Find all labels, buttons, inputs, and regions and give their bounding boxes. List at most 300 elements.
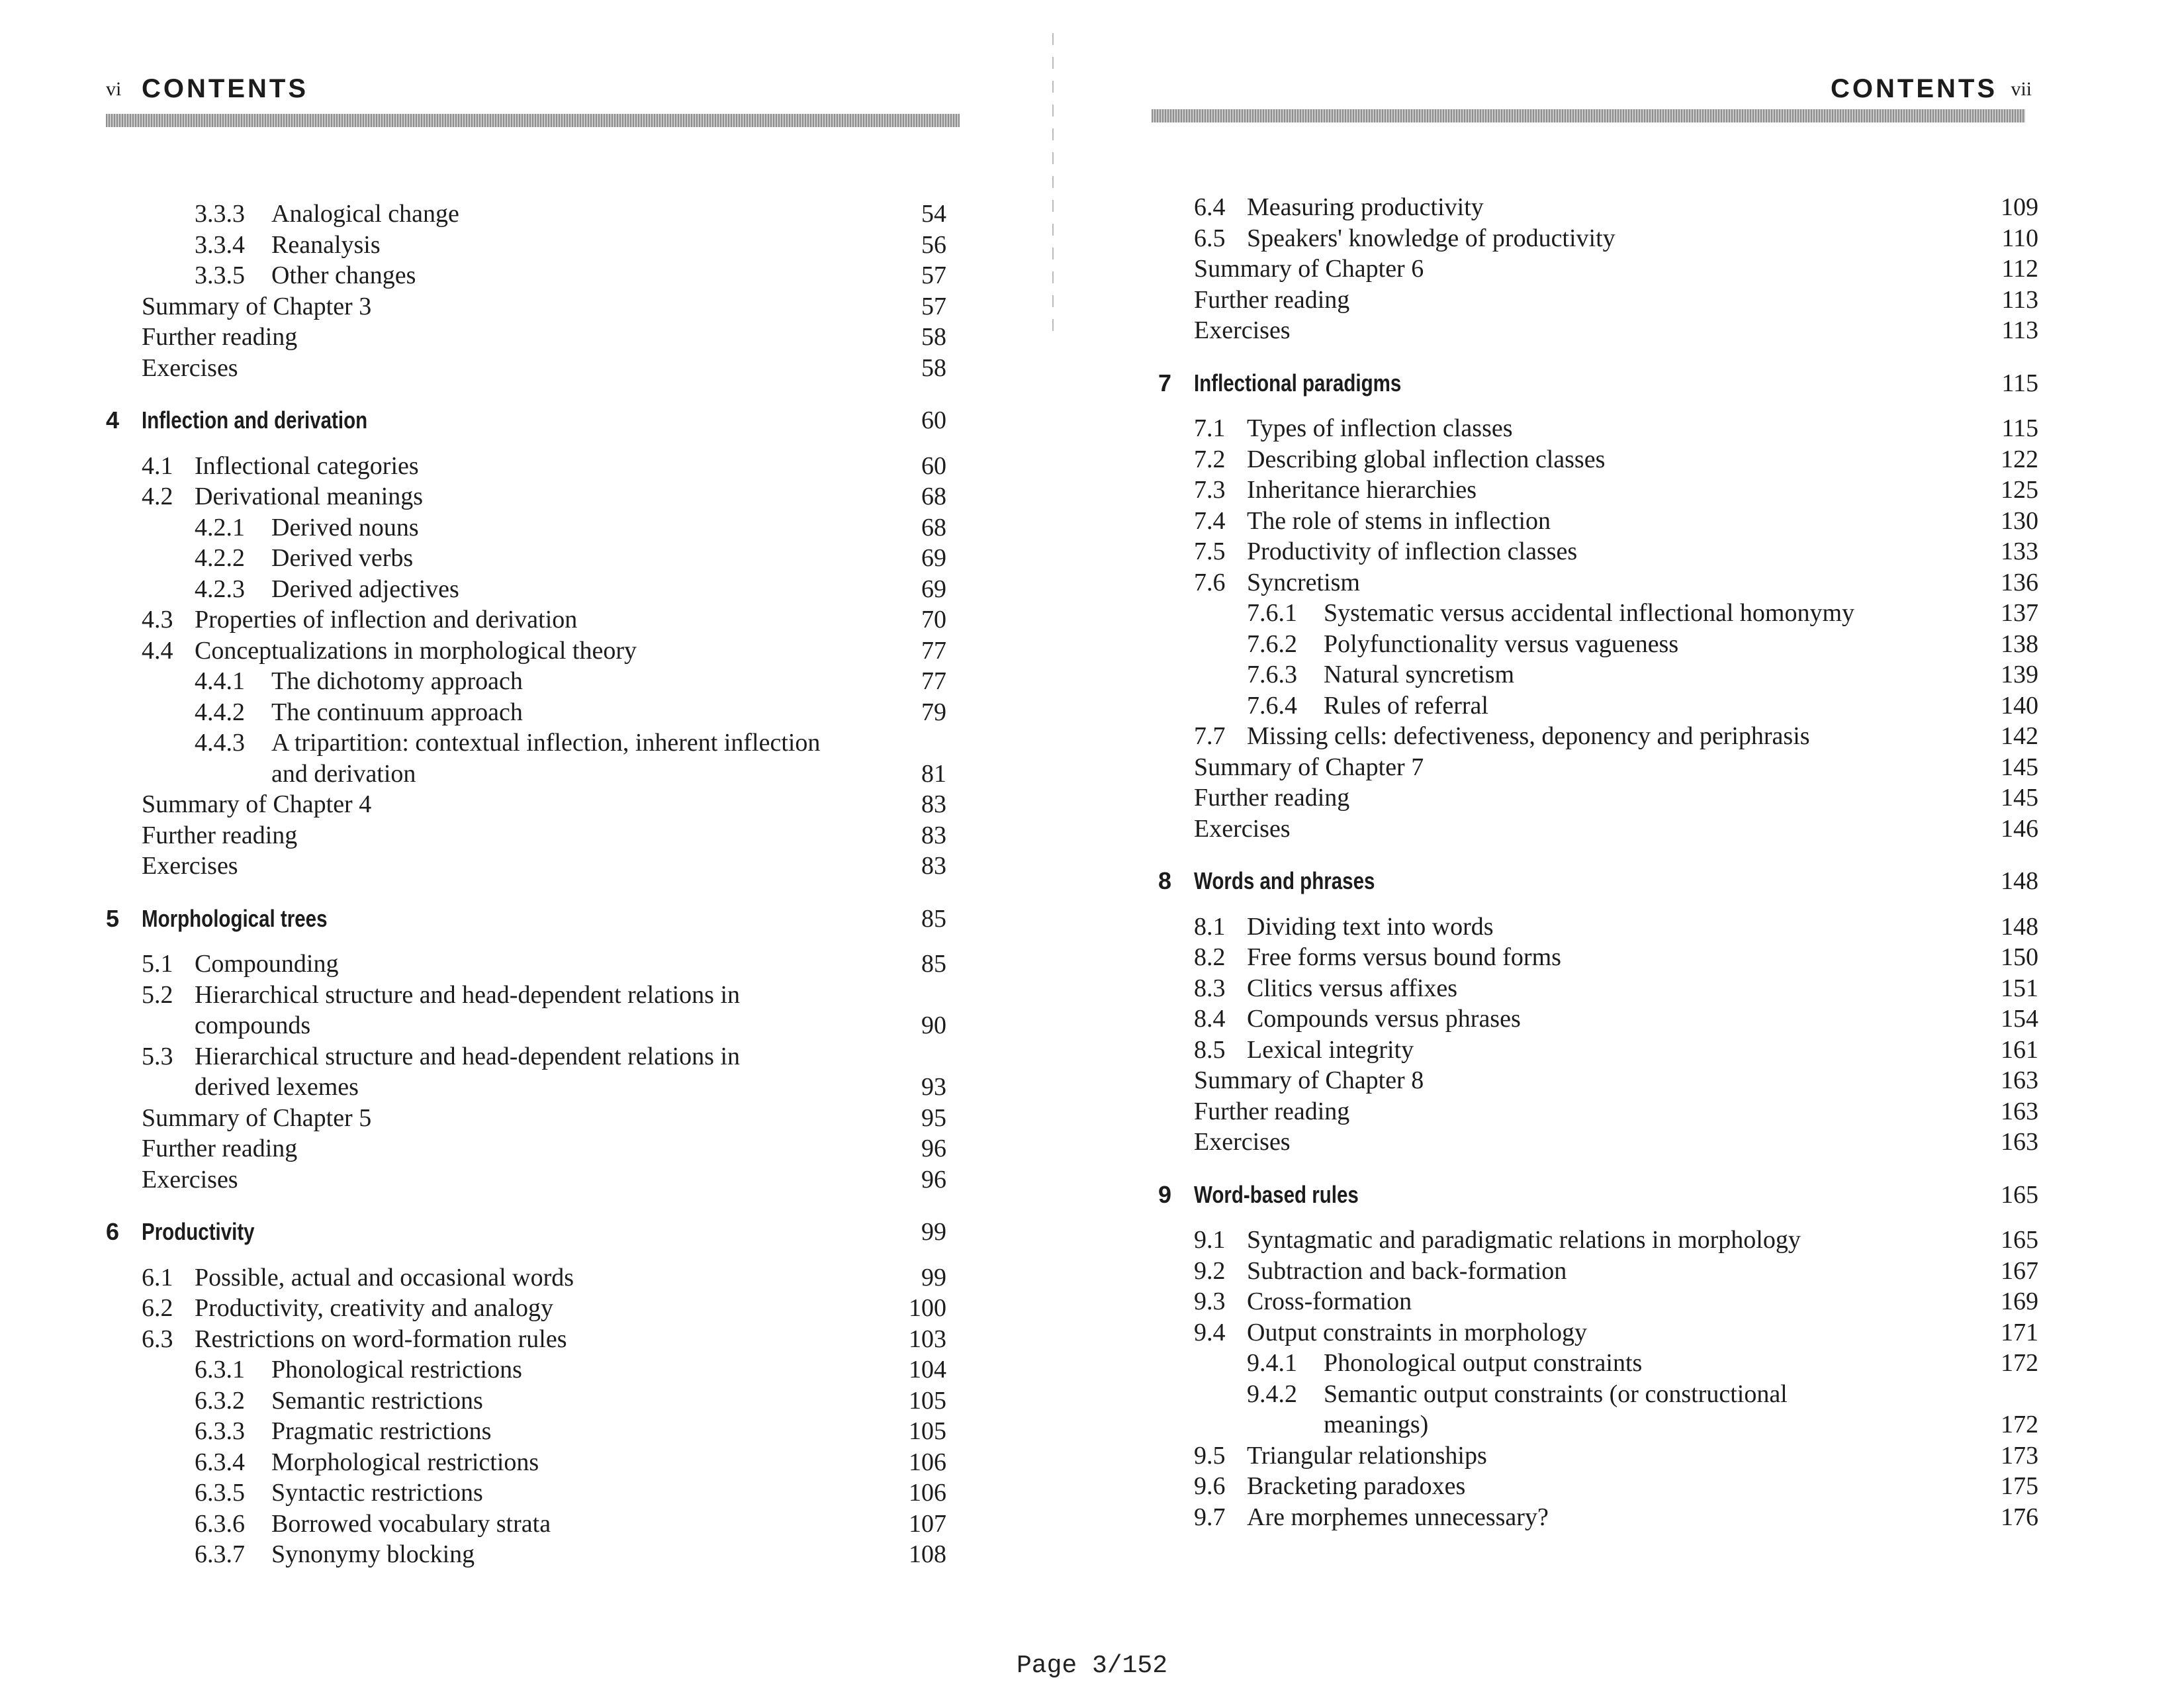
toc-entry-page: 56 (921, 230, 946, 259)
toc-entry-title: Restrictions on word-formation rules (195, 1325, 567, 1353)
toc-entry-page: 103 (909, 1325, 946, 1353)
toc-entry-page: 113 (2001, 316, 2038, 344)
toc-entry-page: 172 (2001, 1349, 2038, 1377)
toc-entry[interactable] (99, 789, 960, 820)
toc-entry-title: Exercises (1194, 814, 1291, 843)
toc-entry-title: Syntactic restrictions (271, 1479, 483, 1507)
toc-entry[interactable] (99, 1262, 960, 1293)
toc-entry-title: Exercises (1194, 1128, 1291, 1156)
left-header-title: CONTENTS (142, 74, 308, 103)
toc-entry-page: 108 (909, 1540, 946, 1568)
toc-entry-number: 3.3.4 (195, 230, 245, 259)
toc-entry-title: Exercises (142, 353, 238, 382)
toc-entry-page: 83 (921, 821, 946, 849)
toc-entry-number: 9.7 (1194, 1503, 1226, 1531)
toc-entry-number: 7.6.3 (1247, 661, 1297, 688)
toc-entry-title: Summary of Chapter 8 (1194, 1066, 1424, 1094)
toc-entry-page: 105 (909, 1417, 946, 1445)
toc-entry-page: 58 (921, 353, 946, 382)
toc-entry[interactable] (99, 1539, 960, 1570)
toc-entry[interactable] (99, 1477, 960, 1509)
toc-entry[interactable] (1152, 1096, 2052, 1127)
toc-entry-page: 137 (2001, 599, 2038, 627)
toc-entry-number: 8.3 (1194, 974, 1226, 1002)
toc-entry-number: 9.6 (1194, 1472, 1226, 1500)
toc-entry-number: 6.3.4 (195, 1448, 245, 1476)
toc-entry-page: 77 (921, 667, 946, 695)
toc-entry-page: 148 (2001, 867, 2038, 895)
toc-entry[interactable] (99, 1385, 960, 1417)
toc-entry-number: 9.4.2 (1247, 1380, 1297, 1408)
toc-entry[interactable] (1152, 912, 2052, 943)
toc-entry-title: Polyfunctionality versus vagueness (1324, 630, 1679, 658)
toc-entry[interactable] (99, 820, 960, 851)
toc-entry-number: 8.4 (1194, 1005, 1226, 1033)
toc-entry-page: 146 (2001, 814, 2038, 843)
toc-entry-page: 60 (921, 451, 946, 480)
toc-entry-number: 3.3.5 (195, 261, 245, 289)
toc-entry-number: 7.7 (1194, 722, 1226, 750)
toc-entry-page: 165 (2001, 1226, 2038, 1254)
toc-entry-title: Describing global inflection classes (1247, 445, 1606, 473)
toc-entry-page: 57 (921, 292, 946, 320)
toc-entry[interactable] (1152, 1286, 2052, 1317)
toc-entry-number: 6.3.3 (195, 1417, 245, 1445)
left-toc-list (99, 199, 960, 1570)
toc-entry-page: 161 (2001, 1035, 2038, 1064)
toc-entry-title: Dividing text into words (1247, 912, 1494, 941)
toc-entry-page: 175 (2001, 1472, 2038, 1500)
toc-entry[interactable] (1152, 1440, 2052, 1472)
toc-entry-title: Bracketing paradoxes (1247, 1472, 1466, 1500)
toc-entry[interactable] (99, 230, 960, 261)
toc-entry[interactable] (99, 1041, 960, 1103)
toc-entry[interactable] (1152, 1035, 2052, 1066)
toc-entry[interactable] (99, 727, 960, 789)
toc-entry-page: 169 (2001, 1288, 2038, 1315)
toc-entry-number: 7.3 (1194, 476, 1226, 504)
toc-entry-number: 4.4.2 (195, 698, 245, 726)
toc-entry[interactable] (1152, 942, 2052, 973)
toc-entry[interactable] (99, 481, 960, 512)
toc-entry-title: Phonological restrictions (271, 1356, 522, 1383)
toc-entry-number: 9.4 (1194, 1318, 1226, 1346)
toc-entry-page: 68 (921, 483, 946, 510)
toc-entry-title: Further reading (1194, 1097, 1350, 1125)
toc-entry-page: 57 (921, 261, 946, 289)
toc-entry[interactable] (1152, 567, 2052, 598)
toc-entry[interactable] (99, 451, 960, 482)
toc-entry[interactable] (1152, 752, 2052, 783)
toc-entry-page: 107 (909, 1509, 946, 1538)
toc-entry[interactable] (99, 1509, 960, 1540)
toc-entry[interactable] (1152, 192, 2052, 223)
toc-entry-number: 6.3.6 (195, 1509, 245, 1538)
toc-entry-title: Derived verbs (271, 544, 414, 572)
toc-entry-title: Natural syncretism (1324, 661, 1515, 688)
toc-entry-title: Summary of Chapter 3 (142, 292, 372, 320)
toc-entry-number: 6.3.2 (195, 1386, 245, 1415)
toc-entry-page: 165 (2001, 1180, 2038, 1209)
toc-entry-page: 139 (2001, 661, 2038, 688)
toc-entry[interactable] (99, 980, 960, 1041)
toc-entry-number: 8 (1158, 867, 1172, 894)
toc-entry-page: 106 (909, 1479, 946, 1507)
toc-entry-title: Productivity of inflection classes (1247, 538, 1578, 565)
toc-entry-page: 125 (2001, 476, 2038, 504)
toc-entry-number: 4.4 (142, 636, 173, 665)
toc-entry-number: 6.3.1 (195, 1356, 245, 1383)
toc-entry[interactable] (1152, 1379, 2052, 1440)
toc-entry-title: Compounds versus phrases (1247, 1005, 1521, 1033)
toc-entry-number: 7.4 (1194, 506, 1226, 535)
toc-chapter-entry[interactable] (99, 405, 960, 436)
right-header-rule (1152, 109, 2025, 122)
toc-entry-page: 58 (921, 323, 946, 351)
toc-entry-number: 7.6.2 (1247, 630, 1297, 658)
toc-entry[interactable] (99, 604, 960, 635)
toc-entry-page: 105 (909, 1386, 946, 1415)
toc-entry-page: 145 (2001, 784, 2038, 812)
left-page-number: vi (106, 78, 122, 100)
toc-entry-page: 163 (2001, 1097, 2038, 1125)
toc-entry-number: 5.2 (142, 980, 173, 1009)
toc-entry-page: 110 (2001, 224, 2038, 252)
toc-entry-number: 4.2.2 (195, 544, 245, 572)
toc-entry-number: 9.2 (1194, 1256, 1226, 1285)
toc-entry-title: Morphological restrictions (271, 1448, 539, 1476)
toc-entry-page: 96 (921, 1135, 946, 1162)
toc-entry-title: Reanalysis (271, 230, 381, 259)
toc-entry[interactable] (1152, 1004, 2052, 1035)
toc-entry[interactable] (99, 1293, 960, 1324)
toc-entry-title: Speakers' knowledge of productivity (1247, 224, 1615, 252)
toc-entry-page: 70 (921, 606, 946, 633)
toc-entry-title: Missing cells: defectiveness, deponency and periphrasis (1247, 722, 1810, 750)
toc-entry-number: 6.3.5 (195, 1479, 245, 1507)
toc-entry-page: 115 (2001, 414, 2038, 442)
toc-entry[interactable] (99, 1133, 960, 1164)
toc-entry-number: 6.1 (142, 1263, 173, 1291)
toc-entry-number: 8.1 (1194, 912, 1226, 941)
toc-entry-number: 9.3 (1194, 1288, 1226, 1315)
toc-entry-title: Inflectional categories (195, 451, 419, 480)
toc-entry-page: 69 (921, 575, 946, 603)
toc-entry-number: 6.4 (1194, 193, 1226, 221)
toc-entry[interactable] (99, 574, 960, 605)
toc-entry[interactable] (99, 543, 960, 574)
toc-entry-page: 136 (2001, 568, 2038, 596)
toc-entry[interactable] (99, 512, 960, 543)
toc-entry-title: Conceptualizations in morphological theory (195, 636, 637, 665)
toc-entry[interactable] (99, 1324, 960, 1355)
toc-entry[interactable] (1152, 659, 2052, 690)
toc-entry-page: 133 (2001, 538, 2038, 565)
toc-entry-title: Productivity, creativity and analogy (195, 1294, 554, 1322)
toc-entry-title: Further reading (142, 1135, 298, 1162)
toc-entry-number: 7.2 (1194, 445, 1226, 473)
toc-entry[interactable] (1152, 814, 2052, 845)
toc-entry-number: 8.2 (1194, 943, 1226, 971)
toc-entry-page: 163 (2001, 1066, 2038, 1094)
toc-entry[interactable] (1152, 1256, 2052, 1287)
right-header-title: CONTENTS (1831, 74, 1997, 103)
toc-chapter-entry[interactable] (99, 904, 960, 935)
toc-entry-title: Syncretism (1247, 568, 1360, 596)
toc-entry[interactable] (1152, 782, 2052, 814)
toc-entry[interactable] (99, 697, 960, 728)
toc-entry-page: 106 (909, 1448, 946, 1476)
toc-entry-title: Inflectional paradigms (1194, 369, 1402, 397)
toc-entry-number: 6.3 (142, 1325, 173, 1353)
toc-entry-title: Further reading (1194, 285, 1350, 314)
toc-entry[interactable] (1152, 1225, 2052, 1256)
toc-entry-title: Other changes (271, 261, 416, 289)
toc-entry-page: 85 (921, 904, 946, 933)
toc-entry-title: Pragmatic restrictions (271, 1417, 492, 1445)
toc-entry-page: 173 (2001, 1441, 2038, 1470)
toc-chapter-entry[interactable] (1152, 368, 2052, 399)
toc-entry-page: 176 (2001, 1503, 2038, 1531)
toc-entry-page: 79 (921, 698, 946, 726)
toc-entry-title: Derived nouns (271, 513, 419, 541)
toc-entry-title: Synonymy blocking (271, 1540, 475, 1568)
left-page (99, 0, 960, 1602)
toc-entry[interactable] (1152, 598, 2052, 629)
toc-entry-page: 99 (921, 1263, 946, 1291)
left-header-rule (106, 114, 960, 127)
toc-entry-title: Summary of Chapter 7 (1194, 753, 1424, 781)
toc-entry[interactable] (1152, 223, 2052, 254)
toc-entry-number: 4.1 (142, 451, 173, 480)
toc-entry[interactable] (99, 353, 960, 384)
toc-entry-title: Possible, actual and occasional words (195, 1263, 574, 1291)
toc-entry-number: 8.5 (1194, 1035, 1226, 1064)
toc-entry-title: Free forms versus bound forms (1247, 943, 1561, 971)
toc-entry-title: Exercises (142, 852, 238, 880)
toc-entry-title: Syntagmatic and paradigmatic relations in morphology (1247, 1226, 1801, 1254)
toc-entry-number: 4.2 (142, 483, 173, 510)
toc-entry-page: 112 (2001, 255, 2038, 283)
toc-entry[interactable] (1152, 413, 2052, 444)
toc-entry[interactable] (99, 1447, 960, 1478)
toc-entry-title: Inheritance hierarchies (1247, 476, 1477, 504)
toc-chapter-entry[interactable] (99, 1217, 960, 1248)
toc-entry-page: 150 (2001, 943, 2038, 971)
toc-entry-title: Measuring productivity (1247, 193, 1484, 221)
toc-entry[interactable] (99, 322, 960, 353)
toc-entry-title: Semantic restrictions (271, 1386, 483, 1415)
toc-entry-page: 83 (921, 790, 946, 818)
toc-entry-title: Semantic output constraints (or constructional meanings) (1324, 1380, 1788, 1438)
toc-entry-page: 151 (2001, 974, 2038, 1002)
toc-entry-title: Hierarchical structure and head-dependent relations in derived lexemes (195, 1042, 741, 1101)
page-gutter (1052, 33, 1054, 338)
toc-entry-title: Exercises (142, 1165, 238, 1194)
toc-entry-title: Compounding (195, 950, 339, 978)
toc-entry[interactable] (99, 851, 960, 882)
toc-entry-page: 60 (921, 406, 946, 434)
toc-entry-title: Subtraction and back-formation (1247, 1256, 1567, 1285)
toc-entry-page: 172 (2001, 1411, 2038, 1438)
toc-entry-number: 7.6 (1194, 568, 1226, 596)
toc-entry-number: 7.6.4 (1247, 691, 1297, 720)
toc-entry-number: 6.5 (1194, 224, 1226, 252)
page-indicator: Page 3/152 (1016, 1652, 1168, 1680)
left-running-header (99, 66, 960, 106)
toc-entry-page: 113 (2001, 285, 2038, 314)
toc-entry-page: 115 (2001, 369, 2038, 397)
toc-entry-number: 7.5 (1194, 538, 1226, 565)
toc-entry-number: 6.3.7 (195, 1540, 245, 1568)
toc-entry-page: 93 (921, 1073, 946, 1101)
toc-entry-page: 154 (2001, 1005, 2038, 1033)
toc-entry-page: 96 (921, 1165, 946, 1194)
toc-entry-number: 7.6.1 (1247, 599, 1297, 627)
toc-entry-page: 167 (2001, 1256, 2038, 1285)
toc-entry-title: Further reading (142, 323, 298, 351)
toc-entry[interactable] (99, 635, 960, 667)
toc-entry-number: 5 (106, 904, 120, 932)
toc-entry-number: 9.1 (1194, 1226, 1226, 1254)
toc-entry-title: Further reading (142, 821, 298, 849)
toc-entry[interactable] (1152, 690, 2052, 722)
toc-entry[interactable] (99, 291, 960, 322)
toc-entry-page: 81 (921, 759, 946, 788)
toc-entry-page: 104 (909, 1356, 946, 1383)
toc-entry[interactable] (1152, 1127, 2052, 1158)
toc-entry[interactable] (1152, 444, 2052, 475)
toc-entry-page: 83 (921, 852, 946, 880)
toc-entry-page: 148 (2001, 912, 2038, 941)
toc-entry-number: 4 (106, 406, 120, 434)
toc-entry[interactable] (99, 1354, 960, 1385)
toc-entry-title: Analogical change (271, 200, 459, 228)
toc-entry[interactable] (1152, 721, 2052, 752)
toc-entry-number: 4.4.3 (195, 729, 245, 757)
toc-entry-page: 145 (2001, 753, 2038, 781)
toc-entry[interactable] (1152, 254, 2052, 285)
toc-entry-title: The continuum approach (271, 698, 523, 726)
toc-entry-page: 85 (921, 950, 946, 978)
toc-entry-title: The role of stems in inflection (1247, 506, 1551, 535)
toc-entry[interactable] (1152, 1317, 2052, 1348)
toc-entry-title: Words and phrases (1194, 867, 1375, 894)
toc-entry[interactable] (99, 1416, 960, 1447)
toc-entry-title: A tripartition: contextual inflection, inherent inflection and derivation (271, 729, 821, 788)
toc-entry-title: Exercises (1194, 316, 1291, 344)
toc-entry-title: The dichotomy approach (271, 667, 523, 695)
toc-entry-number: 9.5 (1194, 1441, 1226, 1470)
toc-chapter-entry[interactable] (1152, 1180, 2052, 1211)
toc-entry-title: Cross-formation (1247, 1288, 1412, 1315)
toc-entry-title: Further reading (1194, 784, 1350, 812)
toc-entry-page: 69 (921, 544, 946, 572)
toc-entry-number: 5.1 (142, 950, 173, 978)
toc-entry-page: 122 (2001, 445, 2038, 473)
toc-entry[interactable] (99, 949, 960, 980)
toc-entry[interactable] (1152, 629, 2052, 660)
toc-entry-page: 95 (921, 1103, 946, 1132)
toc-entry-title: Properties of inflection and derivation (195, 606, 578, 633)
toc-entry-page: 100 (909, 1294, 946, 1322)
toc-entry-page: 142 (2001, 722, 2038, 750)
toc-entry-page: 99 (921, 1218, 946, 1246)
toc-chapter-entry[interactable] (1152, 866, 2052, 897)
toc-entry[interactable] (1152, 1471, 2052, 1502)
toc-entry-title: Rules of referral (1324, 691, 1488, 720)
toc-entry-page: 109 (2001, 193, 2038, 221)
toc-entry-page: 138 (2001, 630, 2038, 658)
toc-entry-number: 4.2.1 (195, 513, 245, 541)
right-running-header (1152, 66, 2052, 106)
toc-entry[interactable] (99, 1103, 960, 1134)
toc-entry-number: 5.3 (142, 1042, 173, 1070)
toc-entry[interactable] (1152, 506, 2052, 537)
toc-entry-title: Output constraints in morphology (1247, 1318, 1588, 1346)
toc-entry[interactable] (1152, 1502, 2052, 1533)
toc-entry-number: 9.4.1 (1247, 1349, 1297, 1377)
toc-entry-number: 4.4.1 (195, 667, 245, 695)
toc-entry-page: 163 (2001, 1128, 2038, 1156)
toc-entry-page: 68 (921, 513, 946, 541)
toc-entry-title: Summary of Chapter 4 (142, 790, 372, 818)
toc-entry-page: 130 (2001, 506, 2038, 535)
toc-entry-title: Productivity (142, 1218, 255, 1245)
toc-entry-title: Are morphemes unnecessary? (1247, 1503, 1549, 1531)
toc-entry-number: 3.3.3 (195, 200, 245, 228)
toc-entry-page: 54 (921, 200, 946, 228)
toc-entry[interactable] (99, 199, 960, 230)
toc-entry-title: Summary of Chapter 5 (142, 1103, 372, 1132)
toc-entry[interactable] (1152, 536, 2052, 567)
toc-entry[interactable] (1152, 1348, 2052, 1379)
toc-entry[interactable] (1152, 315, 2052, 346)
right-page (1152, 0, 2052, 1602)
toc-entry-page: 90 (921, 1011, 946, 1039)
toc-entry-number: 4.2.3 (195, 575, 245, 603)
toc-entry[interactable] (1152, 1065, 2052, 1096)
toc-entry-title: Inflection and derivation (142, 406, 368, 434)
toc-entry[interactable] (99, 666, 960, 697)
toc-entry-number: 4.3 (142, 606, 173, 633)
toc-entry[interactable] (99, 260, 960, 291)
toc-entry-page: 140 (2001, 691, 2038, 720)
toc-entry-page: 77 (921, 636, 946, 665)
toc-entry-title: Phonological output constraints (1324, 1349, 1643, 1377)
toc-entry-title: Derived adjectives (271, 575, 459, 603)
toc-entry[interactable] (1152, 973, 2052, 1004)
toc-entry-title: Lexical integrity (1247, 1035, 1414, 1064)
toc-entry[interactable] (1152, 285, 2052, 316)
toc-entry-page: 171 (2001, 1318, 2038, 1346)
toc-entry-number: 7.1 (1194, 414, 1226, 442)
toc-entry-title: Triangular relationships (1247, 1441, 1487, 1470)
toc-entry-title: Morphological trees (142, 904, 328, 932)
right-page-number: vii (2011, 78, 2032, 100)
toc-entry-title: Clitics versus affixes (1247, 974, 1458, 1002)
toc-entry-title: Systematic versus accidental inflectional homonymy (1324, 599, 1855, 627)
toc-entry-title: Borrowed vocabulary strata (271, 1509, 551, 1538)
toc-entry-title: Word-based rules (1194, 1180, 1359, 1208)
toc-entry-number: 7 (1158, 369, 1172, 397)
toc-entry-title: Hierarchical structure and head-dependent relations in compounds (195, 980, 741, 1039)
right-toc-list (1152, 192, 2052, 1532)
toc-entry-title: Derivational meanings (195, 483, 424, 510)
toc-entry-number: 9 (1158, 1180, 1172, 1208)
toc-entry[interactable] (1152, 475, 2052, 506)
toc-entry[interactable] (99, 1164, 960, 1196)
